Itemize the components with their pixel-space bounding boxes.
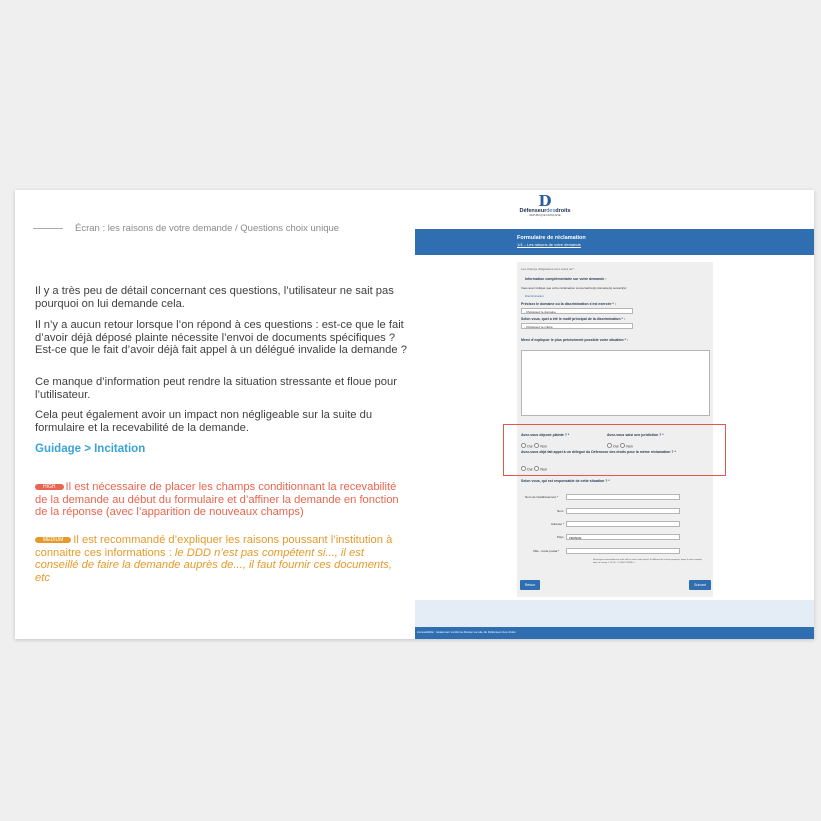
form-title: Formulaire de réclamation [517, 235, 586, 241]
title-banner [415, 229, 814, 255]
domain-label: Précisez le domaine où la discrimination s’est exercée * : [521, 302, 616, 306]
establishment-label: Nom de l’établissement * [525, 495, 559, 499]
address-input[interactable] [566, 521, 680, 527]
logo-subtitle: RÉPUBLIQUE FRANÇAISE [529, 214, 561, 217]
complaint-question: Avez-vous déposé plainte ? * [521, 433, 570, 437]
paragraph-3: Ce manque d’information peut rendre la situation stressante et floue pour l’utilisateur. [35, 376, 397, 401]
country-label: Pays [557, 535, 564, 539]
form-screenshot [415, 190, 814, 639]
name-label: Nom [557, 509, 564, 513]
country-select[interactable]: FRANCE [566, 534, 680, 540]
pale-band [415, 600, 814, 627]
next-button[interactable]: Suivant [689, 580, 711, 590]
footer [415, 627, 814, 639]
slide [15, 190, 814, 639]
slide-header: Écran : les raisons de votre demande / Questions choix unique [75, 223, 340, 234]
situation-textarea[interactable] [521, 350, 710, 416]
responsible-label: Selon vous, qui est responsable de cette situation ? * [521, 479, 610, 483]
delegate-question: Avez-vous déjà fait appel à un délégué du Défenseur des droits pour la même réclamation ? * [521, 450, 676, 454]
medium-badge: MEDIUM [35, 537, 71, 543]
previous-claim-text: Vous avez indiqué que votre réclamation concernait le(s) domaine(s) suivant(s) : [521, 286, 628, 290]
form-step: 1/4 – Les raisons de votre demande [517, 242, 581, 247]
back-button[interactable]: Retour [520, 580, 540, 590]
footer-links[interactable]: Accessibilité : totalement conforme Retour au site du Défenseur des droits [417, 630, 516, 634]
city-label: Ville - Code postal * [533, 549, 560, 553]
domain-select[interactable]: - Choisissez le domaine [521, 308, 633, 314]
city-input[interactable] [566, 548, 680, 554]
jurisdiction-radios[interactable]: Oui Non [607, 443, 633, 449]
recommendation-medium-text: Il est recommandé d’expliquer les raisons poussant l’institution à connaitre ces informations : [35, 534, 393, 559]
logo-letter: D [538, 192, 552, 210]
paragraph-4: Cela peut également avoir un impact non négligeable sur la suite du formulaire et la recevabilité de la demande. [35, 409, 373, 434]
recommendation-medium [35, 534, 409, 584]
recommendation-medium-italic: le DDD n’est pas compétent si..., il est conseillé de faire la demande auprès de..., il faut fournir ces documents, etc [35, 546, 392, 584]
address-label: Adresse * [551, 522, 565, 526]
delegate-radios[interactable]: Oui Non [521, 466, 547, 472]
criteria-label: Selon vous, quel a été le motif principal de la discrimination * : [521, 317, 626, 321]
complaint-radios[interactable]: Oui Non [521, 443, 547, 449]
guidance-title: Guidage > Incitation [35, 443, 146, 455]
high-badge: HIGH [35, 484, 64, 490]
highlight-box [503, 424, 726, 476]
required-note: Les champs obligatoires sont suivis de * [521, 267, 575, 271]
domain-value: Discrimination [525, 294, 544, 298]
name-input[interactable] [566, 508, 680, 514]
recommendation-high [35, 481, 409, 519]
paragraph-2: Il n’y a aucun retour lorsque l’on répond à ces questions : est-ce que le fait d’avoir déjà déposé plainte nécessite l’envoi de documents spécifiques ? Est-ce que le fait d’avoir déjà fait appel à un délégué invalide la demande ? [35, 319, 407, 357]
criteria-select[interactable]: - Choisissez le critère [521, 323, 633, 329]
explain-label: Merci d’expliquer le plus précisément possible votre situation * : [521, 338, 629, 342]
jurisdiction-question: Avez-vous saisi une juridiction ? * [607, 433, 664, 437]
establishment-input[interactable] [566, 494, 680, 500]
header-line [33, 228, 63, 229]
recommendation-high-text: Il est nécessaire de placer les champs conditionnant la recevabilité de la demande au début du formulaire et d’affiner la demande en fonction de la réponse (avec l’apparition de nouveaux champs) [35, 481, 399, 519]
paragraph-1: Il y a très peu de détail concernant ces questions, l’utilisateur ne sait pas pourquoi on lui demande cela. [35, 285, 394, 310]
section-title: Information complémentaire sur votre demande : [525, 277, 607, 281]
logo [505, 194, 585, 220]
city-help-text: Renseignez manuellement votre ville et votre code postal. Si différent de la liste proposée, tapez le nom complet dans le champ « VILLE - CODE POSTAL ». [593, 559, 702, 564]
logo-name: Défenseurdesdroits [519, 208, 571, 214]
